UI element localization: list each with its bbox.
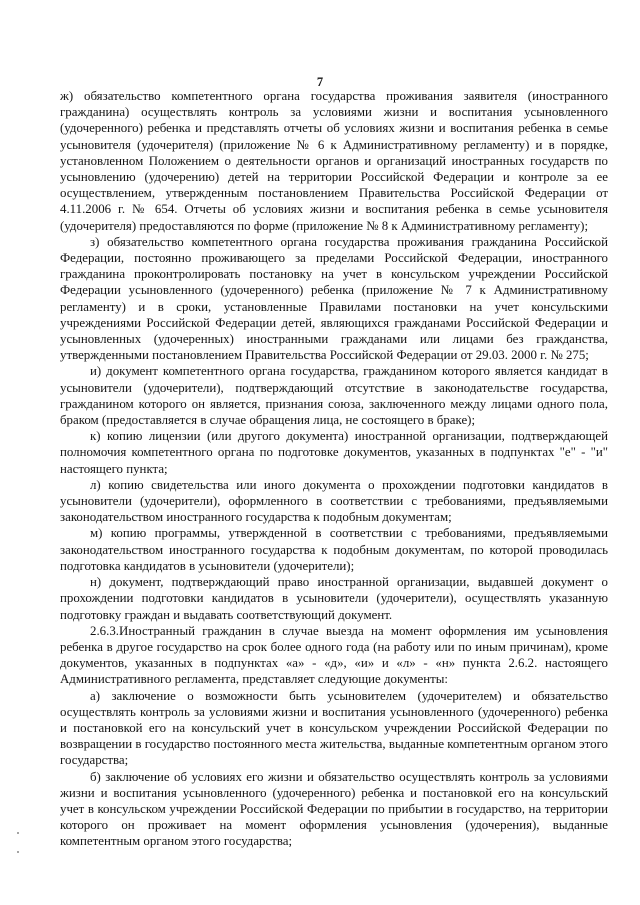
page-number: 7 xyxy=(316,75,324,89)
paragraph-n: н) документ, подтверждающий право иностранной организации, выдавшей документ о прохождении подготовки кандидатов в усыновители (удочерители), осуществлять указанную подготовку граждан и выдавать соответствующий документ. xyxy=(60,575,608,622)
paragraph-m: м) копию программы, утвержденной в соответствии с требованиями, предъявляемыми законодательством иностранного государства к подобным документам, по которой проводилась подготовка кандидатов в усыновители (удочерители); xyxy=(60,526,608,573)
paragraph-b: б) заключение об условиях его жизни и обязательство осуществлять контроль за условиями жизни и воспитания усыновленного (удочеренного) ребенка и постановкой его на консульский учет в консульском учреждении Российской Федерации по прибытии в государство, на территории которого он проживает на момент оформления усыновления (удочерения), выданные компетентным органом этого государства; xyxy=(60,769,608,849)
document-body xyxy=(60,88,608,850)
paragraph-a: а) заключение о возможности быть усыновителем (удочерителем) и обязательство осуществлять контроль за условиями жизни и воспитания усыновленного (удочеренного) ребенка и постановкой его на консульский учет в консульском учреждении Российской Федерации по возвращении в государство постоянного места жительства, выданные компетентным органом этого государства; xyxy=(60,688,608,768)
paragraph-z: з) обязательство компетентного органа государства проживания гражданина Российской Федерации, постоянно проживающего за пределами Российской Федерации, иностранного гражданина проконтролировать постановку на учет в консульском учреждении Российской Федерации усыновленного (удочеренного) ребенка (приложение № 7 к Административному регламенту) и в сроки, установленные Правилами постановки на учет консульскими учреждениями Российской Федерации детей, являющихся гражданами Российской Федерации и усыновленных (удочеренных) иностранными гражданами или лицами без гражданства, утвержденными постановлением Правительства Российской Федерации от 29.03. 2000 г. № 275; xyxy=(60,234,608,363)
paragraph-zh: ж) обязательство компетентного органа государства проживания заявителя (иностранного гражданина) осуществлять контроль за условиями жизни и воспитания усыновленного (удочеренного) ребенка и представлять отчеты об условиях жизни и воспитания ребенка в семье усыновителя (удочерителя) (приложение № 6 к Административному регламенту) и в порядке, установленном Положением о деятельности органов и организаций иностранных государств по усыновлению (удочерению) детей на территории Российской Федерации и контроле за ее осуществлением, утвержденным постановлением Правительства Российской Федерации от 4.11.2006 г. № 654. Отчеты об условиях жизни и воспитания ребенка в семье усыновителя (удочерителя) предоставляются по форме (приложение № 8 к Административному регламенту); xyxy=(60,89,608,233)
paragraph-2-6-3: 2.6.3.Иностранный гражданин в случае выезда на момент оформления им усыновления ребенка в другое государство на срок более одного года (на работу или по иным причинам), кроме документов, указанных в подпунктах «а» - «д», «и» и «л» - «н» пункта 2.6.2. настоящего Административного регламента, представляет следующие документы: xyxy=(60,623,608,687)
scan-speck xyxy=(17,832,19,834)
scan-speck xyxy=(17,851,19,853)
paragraph-k: к) копию лицензии (или другого документа) иностранной организации, подтверждающей полномочия компетентного органа по подготовке документов, указанных в подпунктах "е" - "и" настоящего пункта; xyxy=(60,429,608,476)
paragraph-i: и) документ компетентного органа государства, гражданином которого является кандидат в усыновители (удочерители), подтверждающий отсутствие в законодательстве государства, гражданином которого он является, признания союза, заключенного между лицами одного пола, браком (предоставляется в случае обращения лица, не состоящего в браке); xyxy=(60,364,608,428)
paragraph-l: л) копию свидетельства или иного документа о прохождении подготовки кандидатов в усыновители (удочерители), оформленного в соответствии с требованиями, предъявляемыми законодательством иностранного государства к подобным документам; xyxy=(60,477,608,525)
